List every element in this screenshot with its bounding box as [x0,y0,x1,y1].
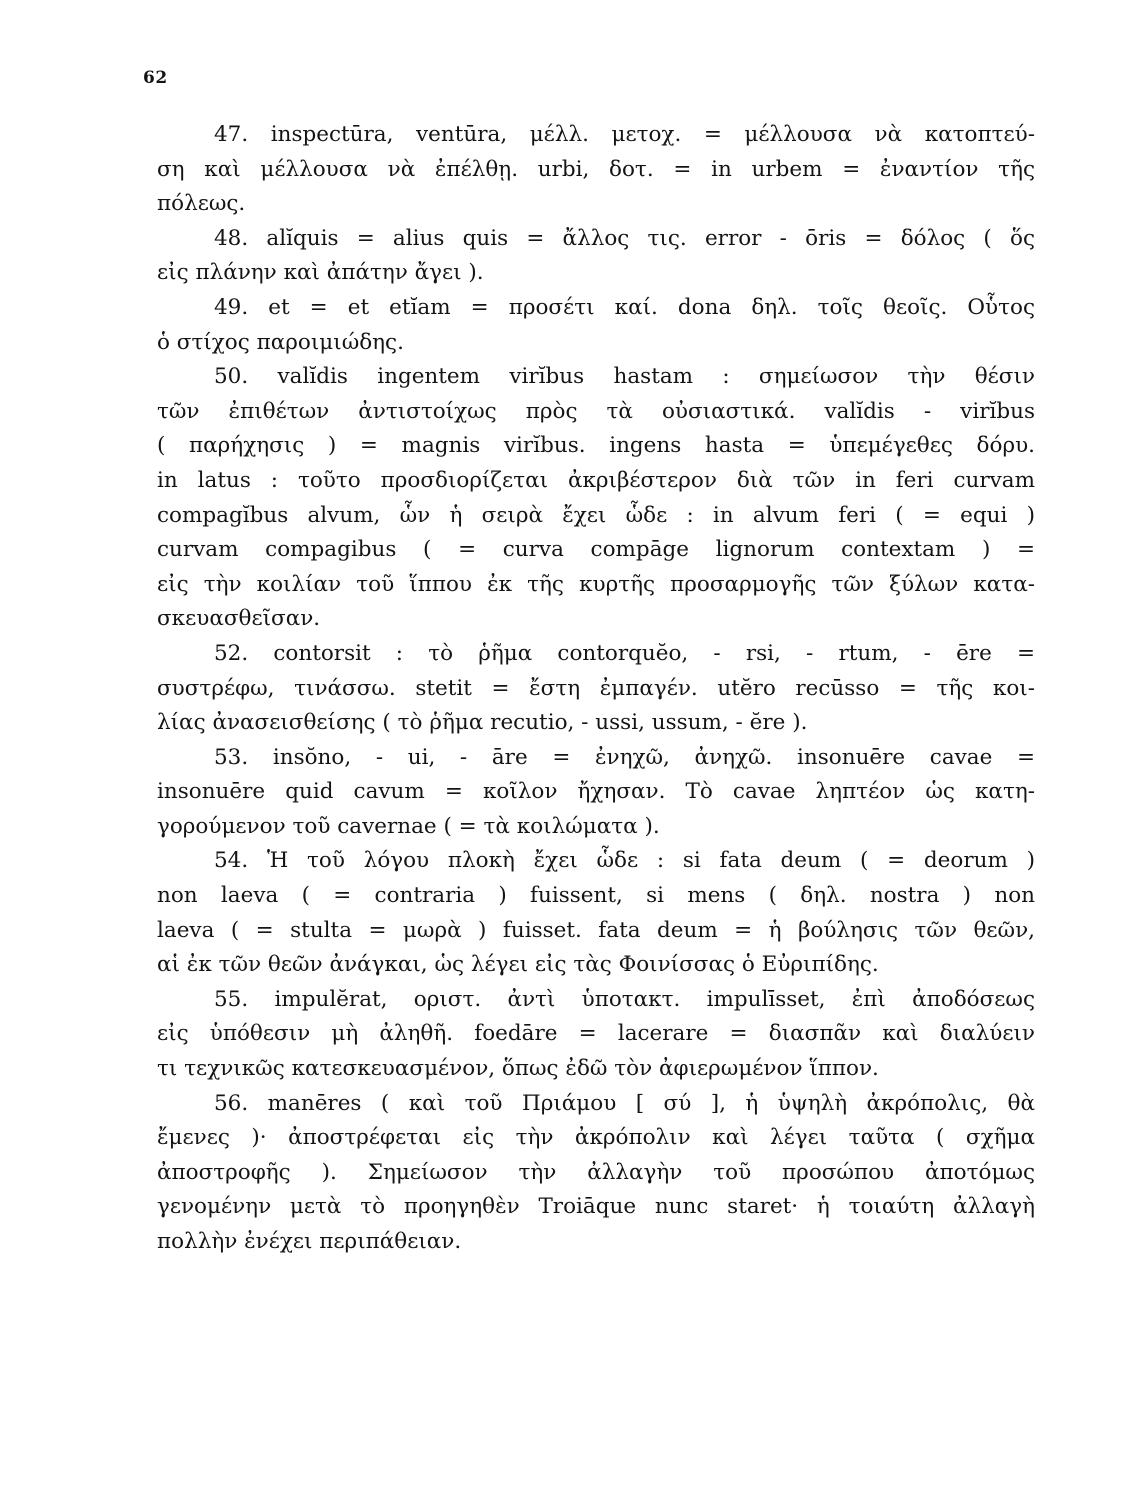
text-line: 49. et = et etĭam = προσέτι καί. dona δηλ. τοῖς θεοῖς. Οὗτος [214,294,1035,320]
text-line: 52. contorsit : τὸ ῥῆμα contorquĕo, - rsi, - rtum, - ēre = [214,640,1035,666]
text-line: αἱ ἐκ τῶν θεῶν ἀνάγκαι, ὡς λέγει εἰς τὰς Φοινίσσας ὁ Εὐριπίδης. [157,952,879,978]
text-line: ( παρήχησις ) = magnis virĭbus. ingens hasta = ὑπεμέγεθες δόρυ. [157,433,1035,459]
note-n50 [157,360,1035,637]
text-line: γορούμενον τοῦ cavernae ( = τὰ κοιλώματα ). [157,813,660,839]
text-line: συστρέφω, τινάσσω. stetit = ἔστη ἐμπαγέν. utĕro recūsso = τῆς κοι- [157,675,1035,701]
note-n55 [157,983,1035,1087]
text-line: ἔμενες )· ἀποστρέφεται εἰς τὴν ἀκρόπολιν καὶ λέγει ταῦτα ( σχῆμα [157,1125,1035,1151]
text-line: τῶν ἐπιθέτων ἀντιστοίχως πρὸς τὰ οὐσιαστικά. valĭdis - virĭbus [157,398,1035,424]
text-line: γενομένην μετὰ τὸ προηγηθὲν Troiāque nunc staret· ἡ τοιαύτη ἀλλαγὴ [157,1194,1035,1220]
text-line: insonuēre quid cavum = κοῖλον ἤχησαν. Τὸ cavae ληπτέον ὡς κατη- [157,779,1035,805]
page-number: 62 [143,68,168,88]
commentary-body [157,118,1035,1260]
note-n49 [157,291,1035,360]
note-n54 [157,844,1035,982]
text-line: 48. alĭquis = alius quis = ἄλλος τις. error - ōris = δόλος ( ὅς [214,225,1035,251]
text-line: ἀποστροφῆς ). Σημείωσον τὴν ἀλλαγὴν τοῦ προσώπου ἀποτόμως [157,1159,1035,1185]
text-line: 47. inspectūra, ventūra, μέλλ. μετοχ. = μέλλουσα νὰ κατοπτεύ- [214,122,1035,147]
text-line: τι τεχνικῶς κατεσκευασμένον, ὅπως ἐδῶ τὸν ἀφιερωμένον ἵππον. [157,1056,879,1082]
text-line: εἰς τὴν κοιλίαν τοῦ ἵππου ἐκ τῆς κυρτῆς προσαρμογῆς τῶν ξύλων κατα- [157,571,1035,597]
text-line: ση καὶ μέλλουσα νὰ ἐπέλθῃ. urbi, δοτ. = in urbem = ἐναντίον τῆς [157,156,1035,182]
text-line: πόλεως. [157,191,246,217]
text-line: λίας ἀνασεισθείσης ( τὸ ῥῆμα recutio, - ussi, ussum, - ĕre ). [157,710,808,736]
text-line: πολλὴν ἐνέχει περιπάθειαν. [157,1229,462,1254]
text-line: σκευασθεῖσαν. [157,606,321,632]
text-line: εἰς ὑπόθεσιν μὴ ἀληθῆ. foedāre = lacerare = διασπᾶν καὶ διαλύειν [157,1021,1035,1047]
text-line: laeva ( = stulta = μωρὰ ) fuisset. fata deum = ἡ βούλησις τῶν θεῶν, [157,917,1035,943]
text-line: non laeva ( = contraria ) fuissent, si mens ( δηλ. nostra ) non [157,883,1035,909]
text-line: compagĭbus alvum, ὧν ἡ σειρὰ ἔχει ὧδε : in alvum feri ( = equi ) [157,502,1035,528]
note-n56 [157,1087,1035,1260]
text-line: 56. manēres ( καὶ τοῦ Πριάμου [ σύ ], ἡ ὑψηλὴ ἀκρόπολις, θὰ [214,1090,1035,1116]
note-n47 [157,118,1035,222]
text-line: curvam compagibus ( = curva compāge lignorum contextam ) = [157,537,1035,563]
note-n48 [157,222,1035,291]
text-line: 53. insŏno, - ui, - āre = ἐνηχῶ, ἀνηχῶ. insonuēre cavae = [214,744,1035,770]
text-line: 55. impulĕrat, οριστ. ἀντὶ ὑποτακτ. impulīsset, ἐπὶ ἀποδόσεως [214,986,1035,1012]
note-n53 [157,741,1035,845]
note-n52 [157,637,1035,741]
text-line: in latus : τοῦτο προσδιορίζεται ἀκριβέστερον διὰ τῶν in feri curvam [157,467,1035,493]
text-line: 54. Ἡ τοῦ λόγου πλοκὴ ἔχει ὧδε : si fata deum ( = deorum ) [214,848,1035,874]
text-line: 50. valĭdis ingentem virĭbus hastam : σημείωσον τὴν θέσιν [214,364,1035,390]
text-line: εἰς πλάνην καὶ ἀπάτην ἄγει ). [157,260,484,286]
text-line: ὁ στίχος παροιμιώδης. [157,329,404,355]
